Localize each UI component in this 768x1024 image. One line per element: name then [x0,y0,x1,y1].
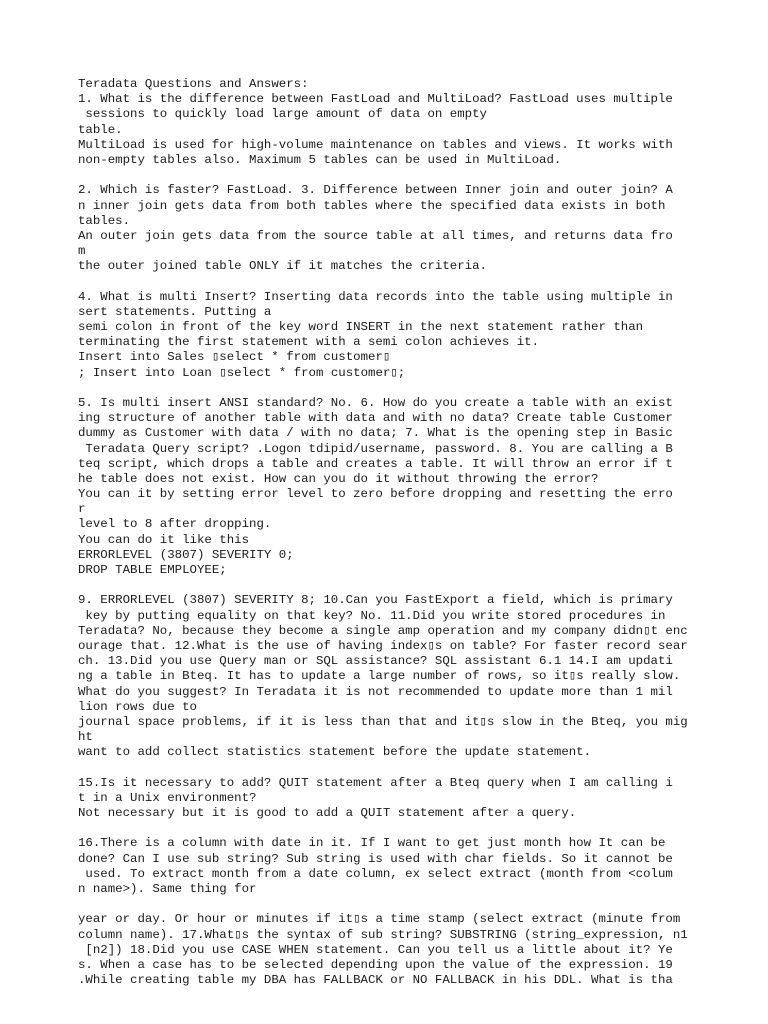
text-line: journal space problems, if it is less than that and it▯s slow in the Bteq, you mig [78,714,688,729]
text-line: n inner join gets data from both tables where the specified data exists in both [78,198,666,213]
text-line: s. When a case has to be selected depending upon the value of the expression. 19 [78,957,673,972]
text-line: lion rows due to [78,699,197,714]
text-line: 16.There is a column with date in it. If I want to get just month how It can be [78,836,666,851]
document-text [78,77,718,988]
text-line: n name>). Same thing for [78,881,257,896]
text-line: he table does not exist. How can you do it without throwing the error? [78,471,599,486]
text-line: .While creating table my DBA has FALLBACK or NO FALLBACK in his DDL. What is tha [78,973,673,988]
text-line: dummy as Customer with data / with no data; 7. What is the opening step in Basic [78,426,673,441]
text-line: Teradata? No, because they become a single amp operation and my company didn▯t enc [78,623,688,638]
text-line: 15.Is it necessary to add? QUIT statement after a Bteq query when I am calling i [78,775,673,790]
text-line: You can it by setting error level to zero before dropping and resetting the erro [78,487,673,502]
text-line: MultiLoad is used for high-volume maintenance on tables and views. It works with [78,137,673,152]
blank-line [78,381,718,396]
text-line: r [78,502,86,517]
text-line: Insert into Sales ▯select * from customer▯ [78,350,391,365]
text-line: ERRORLEVEL (3807) SEVERITY 0; [78,547,294,562]
text-line: done? Can I use sub string? Sub string is used with char fields. So it cannot be [78,851,673,866]
text-line: You can do it like this [78,532,250,547]
text-line: Teradata Questions and Answers: [78,77,309,91]
text-line: sert statements. Putting a [78,304,272,319]
text-line: [n2]) 18.Did you use CASE WHEN statement. Can you tell us a little about it? Ye [78,942,673,957]
text-line: Teradata Query script? .Logon tdipid/username, password. 8. You are calling a B [78,441,673,456]
text-line: ; Insert into Loan ▯select * from customer▯; [78,365,406,380]
text-line: the outer joined table ONLY if it matches the criteria. [78,259,487,274]
text-line: ht [78,730,93,745]
blank-line [78,897,718,912]
blank-line [78,578,718,593]
text-line: want to add collect statistics statement before the update statement. [78,745,592,760]
text-line: level to 8 after dropping. [78,517,272,532]
text-line: ng a table in Bteq. It has to update a large number of rows, so it▯s really slow. [78,669,681,684]
text-line: ch. 13.Did you use Query man or SQL assistance? SQL assistant 6.1 14.I am updati [78,654,673,669]
text-line: An outer join gets data from the source table at all times, and returns data fro [78,228,673,243]
text-line: 4. What is multi Insert? Inserting data records into the table using multiple in [78,289,673,304]
blank-line [78,168,718,183]
text-line: used. To extract month from a date column, ex select extract (month from <colum [78,866,673,881]
text-line: ourage that. 12.What is the use of having index▯s on table? For faster record sear [78,638,688,653]
text-line: terminating the first statement with a semi colon achieves it. [78,335,540,350]
text-line: table. [78,122,123,137]
text-line: 5. Is multi insert ANSI standard? No. 6. How do you create a table with an exist [78,395,673,410]
text-line: What do you suggest? In Teradata it is not recommended to update more than 1 mil [78,684,673,699]
text-line: key by putting equality on that key? No. 11.Did you write stored procedures in [78,608,666,623]
text-line: column name). 17.What▯s the syntax of sub string? SUBSTRING (string_expression, n1 [78,927,688,942]
text-line: year or day. Or hour or minutes if it▯s a time stamp (select extract (minute from [78,912,681,927]
text-line: Not necessary but it is good to add a QUIT statement after a query. [78,806,577,820]
text-line: non-empty tables also. Maximum 5 tables can be used in MultiLoad. [78,152,562,167]
text-line: 9. ERRORLEVEL (3807) SEVERITY 8; 10.Can you FastExport a field, which is primary [78,593,673,608]
text-line: DROP TABLE EMPLOYEE; [78,563,227,577]
text-line: 1. What is the difference between FastLoad and MultiLoad? FastLoad uses multiple [78,92,673,107]
text-line: teq script, which drops a table and creates a table. It will throw an error if t [78,456,673,471]
text-line: 2. Which is faster? FastLoad. 3. Difference between Inner join and outer join? A [78,183,673,198]
text-line: sessions to quickly load large amount of data on empty [78,107,487,122]
text-line: ing structure of another table with data and with no data? Create table Customer [78,411,673,426]
blank-line [78,821,718,836]
text-line: t in a Unix environment? [78,790,257,805]
blank-line [78,274,718,289]
blank-line [78,760,718,775]
text-line: m [78,244,86,259]
text-line: tables. [78,213,131,228]
text-line: semi colon in front of the key word INSERT in the next statement rather than [78,320,644,334]
